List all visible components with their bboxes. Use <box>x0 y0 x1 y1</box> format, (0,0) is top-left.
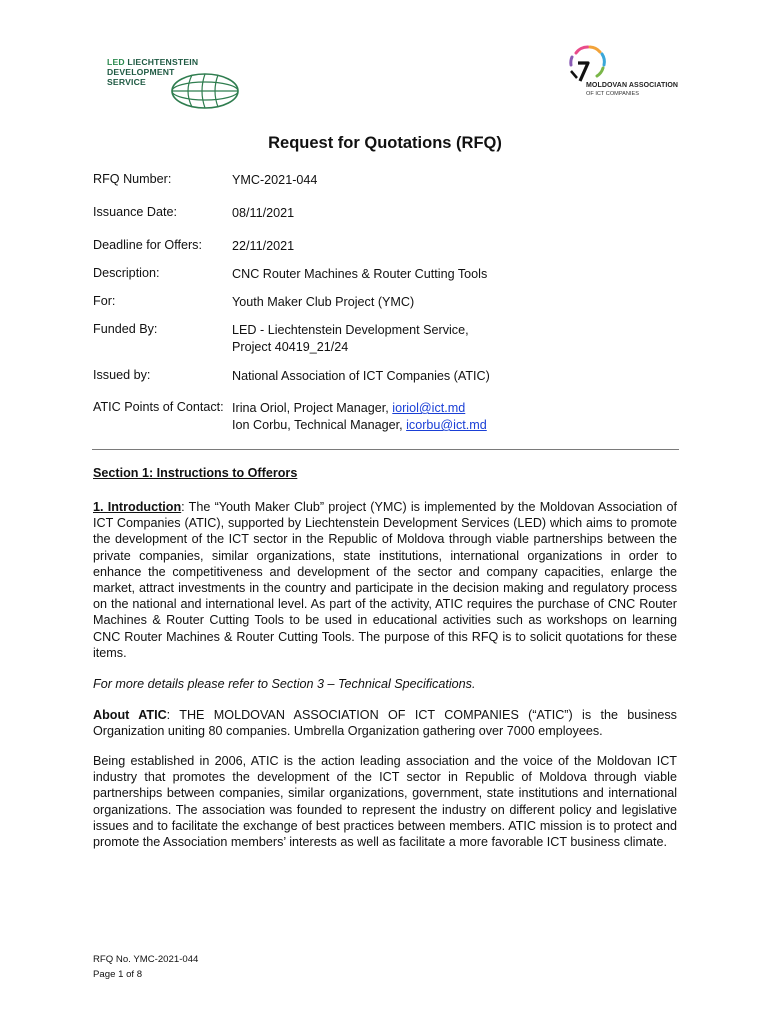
meta-value-contacts <box>232 400 487 434</box>
atic-logo <box>566 45 696 101</box>
history-paragraph: Being established in 2006, ATIC is the action leading association and the voice of the Moldovan ICT industry that promotes the development of the ICT sector in Republic of Moldova through viable partnerships between companies, similar organizations, government, state institutions and international organizations. The association was founded to represent the industry on different policy and legislative issues and to facilitate the exchange of best practices between members. ATIC mission is to protect and promote the Association members’ interests as well as facilitate a more favorable ICT business climate. <box>93 754 677 850</box>
atic-logo-subtitle: OF ICT COMPANIES <box>586 91 639 97</box>
footer-page-number: Page 1 of 8 <box>93 968 143 980</box>
contact-email-link[interactable]: icorbu@ict.md <box>406 418 487 432</box>
meta-value-funded-by: LED - Liechtenstein Development Service, Project 40419_21/24 <box>232 323 469 354</box>
section-divider <box>92 449 679 450</box>
about-atic-heading: About ATIC <box>93 708 167 722</box>
meta-label-for: For: <box>93 294 116 308</box>
meta-value-deadline: 22/11/2021 <box>232 239 295 253</box>
more-details-note: For more details please refer to Section 3 – Technical Specifications. <box>93 677 476 691</box>
contact-row: Ion Corbu, Technical Manager, icorbu@ict.md <box>232 418 487 432</box>
meta-value-issued-by: National Association of ICT Companies (ATIC) <box>232 369 490 383</box>
globe-icon <box>170 71 240 111</box>
meta-label-deadline: Deadline for Offers: <box>93 238 202 252</box>
meta-label-contacts: ATIC Points of Contact: <box>93 400 224 414</box>
led-logo <box>107 57 247 111</box>
meta-label-funded-by: Funded By: <box>93 322 158 336</box>
contact-email-link[interactable]: ioriol@ict.md <box>392 401 466 415</box>
meta-value-description: CNC Router Machines & Router Cutting Tools <box>232 267 488 281</box>
meta-label-rfq-number: RFQ Number: <box>93 172 172 186</box>
meta-value-issuance-date: 08/11/2021 <box>232 206 295 220</box>
footer-rfq-number: RFQ No. YMC-2021-044 <box>93 954 199 965</box>
contact-row: Irina Oriol, Project Manager, ioriol@ict.md <box>232 401 466 415</box>
meta-label-description: Description: <box>93 266 160 280</box>
about-atic-paragraph: About ATIC: THE MOLDOVAN ASSOCIATION OF ICT COMPANIES (“ATIC”) is the business Organization uniting 80 companies. Umbrella Organization gathering over 7000 employees. <box>93 708 677 739</box>
meta-value-rfq-number: YMC-2021-044 <box>232 173 318 187</box>
meta-label-issuance-date: Issuance Date: <box>93 205 178 219</box>
section-heading: Section 1: Instructions to Offerors <box>93 466 298 480</box>
page-title: Request for Quotations (RFQ) <box>268 134 502 152</box>
introduction-paragraph: 1. Introduction: The “Youth Maker Club” project (YMC) is implemented by the Moldovan Association of ICT Companies (ATIC), supported by Liechtenstein Development Services (LED) which aims to promote the development of the ICT sector in the Republic of Moldova through viable partnerships between the private companies, similar organizations, state institutions, international organizations in order to enhance the competitiveness and development of the sector and company capacities, enlarge the market, attract investments in the country and participate in the decision making and regulatory process on the national and international level. As part of the activity, ATIC requires the purchase of CNC Router Machines & Router Cutting Tools to be used in educational activities such as workshops on learning CNC Router Machines & Router Cutting Tools. The purpose of this RFQ is to solicit quotations for these items. <box>93 500 677 660</box>
introduction-heading: 1. Introduction <box>93 500 182 514</box>
meta-value-for: Youth Maker Club Project (YMC) <box>232 295 415 309</box>
led-logo-text: LED LIECHTENSTEIN DEVELOPMENT SERVICE <box>107 57 199 87</box>
page-footer <box>93 953 198 982</box>
atic-mark-icon <box>566 45 610 85</box>
meta-label-issued-by: Issued by: <box>93 368 151 382</box>
atic-logo-name: MOLDOVAN ASSOCIATION <box>586 82 679 89</box>
